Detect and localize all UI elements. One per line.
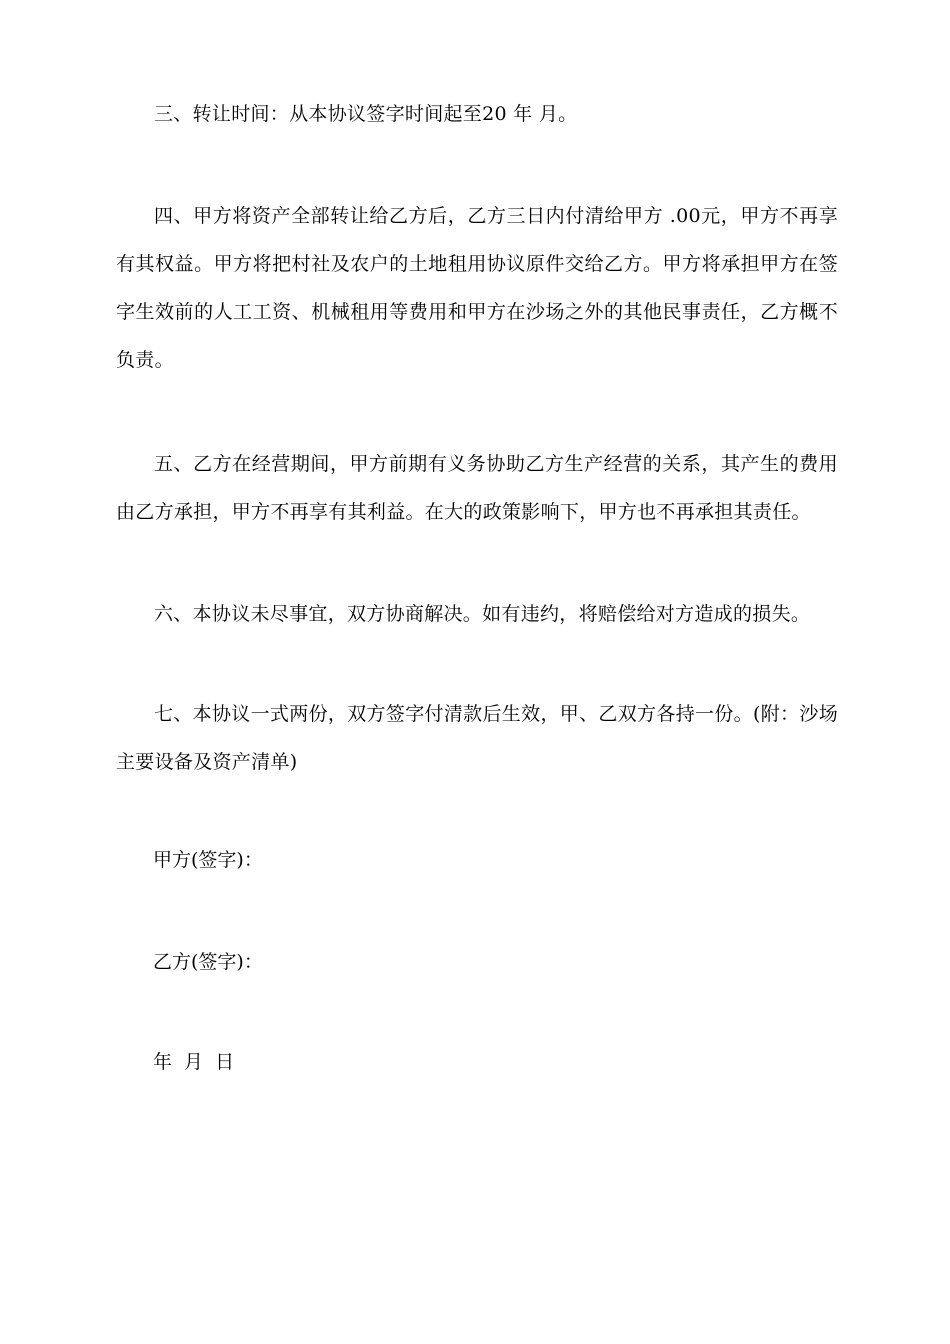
clause-3: 三、转让时间：从本协议签字时间起至20 年 月。 (154, 103, 578, 125)
clause-6: 六、本协议未尽事宜，双方协商解决。如有违约，将赔偿给对方造成的损失。 (154, 603, 811, 625)
clause-5: 五、乙方在经营期间，甲方前期有义务协助乙方生产经营的关系，其产生的费用由乙方承担，甲方不再享有其利益。在大的政策影响下，甲方也不再承担其责任。 (116, 453, 838, 523)
clause-4: 四、甲方将资产全部转让给乙方后，乙方三日内付清给甲方 .00元，甲方不再享有其权益。甲方将把村社及农户的土地租用协议原件交给乙方。甲方将承担甲方在签字生效前的人工工资、机械租用等费用和甲方在沙场之外的其他民事责任，乙方概不负责。 (116, 205, 838, 371)
date-line: 年 月 日 (153, 1051, 235, 1073)
party-a-signature-label: 甲方(签字)： (153, 849, 263, 871)
party-b-signature-label: 乙方(签字)： (153, 951, 263, 973)
clause-7: 七、本协议一式两份，双方签字付清款后生效，甲、乙双方各持一份。(附：沙场主要设备及资产清单) (116, 703, 838, 773)
